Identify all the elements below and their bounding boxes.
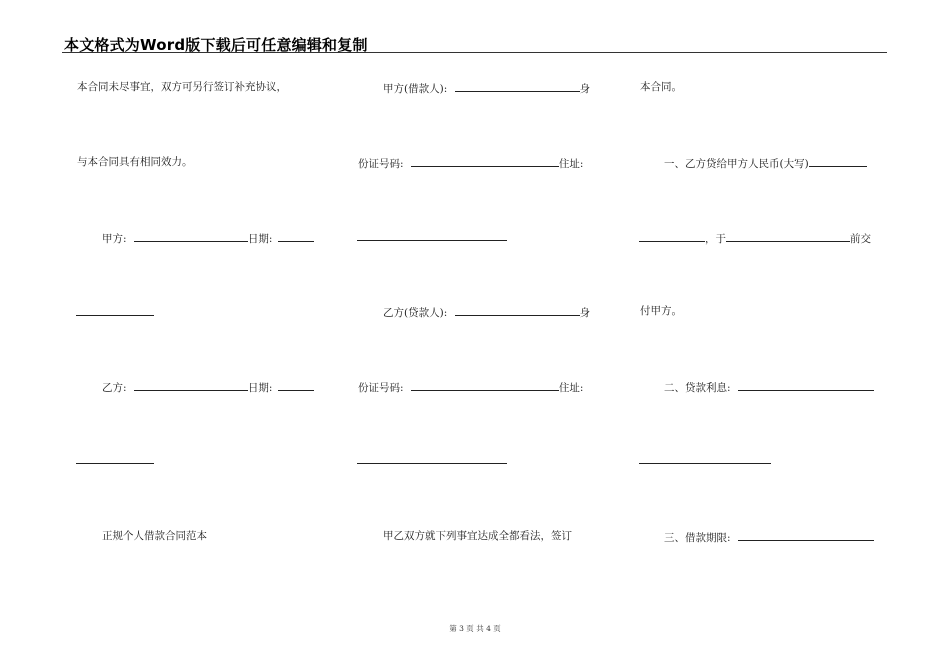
borrower-address-blank[interactable] bbox=[357, 240, 507, 241]
party-b-date-blank-continued[interactable] bbox=[76, 463, 154, 464]
party-a-signature-blank[interactable] bbox=[134, 230, 248, 242]
party-a-sign-line bbox=[102, 230, 314, 246]
party-b-date-label: 日期: bbox=[247, 382, 273, 394]
lender-address-label: 住址: bbox=[558, 382, 584, 394]
lender-label: 乙方(贷款人): bbox=[383, 307, 448, 319]
clause-2-label: 二、贷款利息: bbox=[664, 382, 731, 394]
clause-1-suffix: 前交 bbox=[850, 233, 871, 245]
lender-id-blank[interactable] bbox=[411, 379, 559, 391]
clause-3-line bbox=[664, 529, 874, 545]
left-text-line-2: 与本合同具有相同效力。 bbox=[77, 156, 193, 168]
party-b-sign-line bbox=[102, 379, 314, 395]
loan-amount-blank-continued[interactable] bbox=[639, 230, 705, 242]
loan-date-blank[interactable] bbox=[726, 230, 850, 242]
clause-1-end-line: 付甲方。 bbox=[640, 305, 682, 317]
lender-id-line bbox=[358, 379, 583, 395]
lender-line bbox=[383, 304, 590, 320]
loan-term-blank[interactable] bbox=[738, 529, 874, 541]
borrower-id-prefix: 身 bbox=[579, 83, 591, 95]
borrower-id-line bbox=[358, 155, 583, 171]
party-a-date-blank-continued[interactable] bbox=[76, 315, 154, 316]
borrower-id-blank[interactable] bbox=[411, 155, 559, 167]
borrower-name-blank[interactable] bbox=[455, 80, 580, 92]
borrower-address-label: 住址: bbox=[558, 158, 584, 170]
agreement-line: 甲乙双方就下列事宜达成全都看法，签订 bbox=[383, 530, 572, 542]
contract-title-line: 正规个人借款合同范本 bbox=[102, 530, 207, 542]
party-a-date-blank[interactable] bbox=[278, 230, 314, 242]
borrower-label: 甲方(借款人): bbox=[383, 83, 448, 95]
left-text-line-1: 本合同未尽事宜，双方可另行签订补充协议， bbox=[77, 81, 287, 93]
lender-address-blank[interactable] bbox=[357, 463, 507, 464]
loan-interest-blank[interactable] bbox=[738, 379, 874, 391]
loan-interest-blank-continued[interactable] bbox=[639, 463, 771, 464]
party-a-date-label: 日期: bbox=[247, 233, 273, 245]
document-header-title: 本文格式为Word版下载后可任意编辑和复制 bbox=[64, 36, 368, 54]
party-b-signature-blank[interactable] bbox=[134, 379, 248, 391]
lender-id-prefix: 身 bbox=[579, 307, 591, 319]
loan-amount-blank[interactable] bbox=[809, 155, 867, 167]
clause-1-mid: ，于 bbox=[705, 233, 726, 245]
lender-id-label: 份证号码: bbox=[358, 382, 404, 394]
borrower-id-label: 份证号码: bbox=[358, 158, 404, 170]
clause-1-prefix: 一、乙方贷给甲方人民币(大写) bbox=[664, 158, 809, 170]
party-b-label: 乙方: bbox=[102, 382, 127, 394]
party-b-date-blank[interactable] bbox=[278, 379, 314, 391]
borrower-line bbox=[383, 80, 590, 96]
right-text-line-1: 本合同。 bbox=[640, 81, 682, 93]
clause-3-label: 三、借款期限: bbox=[664, 532, 731, 544]
header-divider bbox=[62, 52, 887, 53]
clause-1-continued-line bbox=[639, 230, 871, 246]
clause-1-line bbox=[664, 155, 867, 171]
party-a-label: 甲方: bbox=[102, 233, 127, 245]
lender-name-blank[interactable] bbox=[455, 304, 580, 316]
page-number-footer: 第 3 页 共 4 页 bbox=[449, 624, 501, 633]
clause-2-line bbox=[664, 379, 874, 395]
